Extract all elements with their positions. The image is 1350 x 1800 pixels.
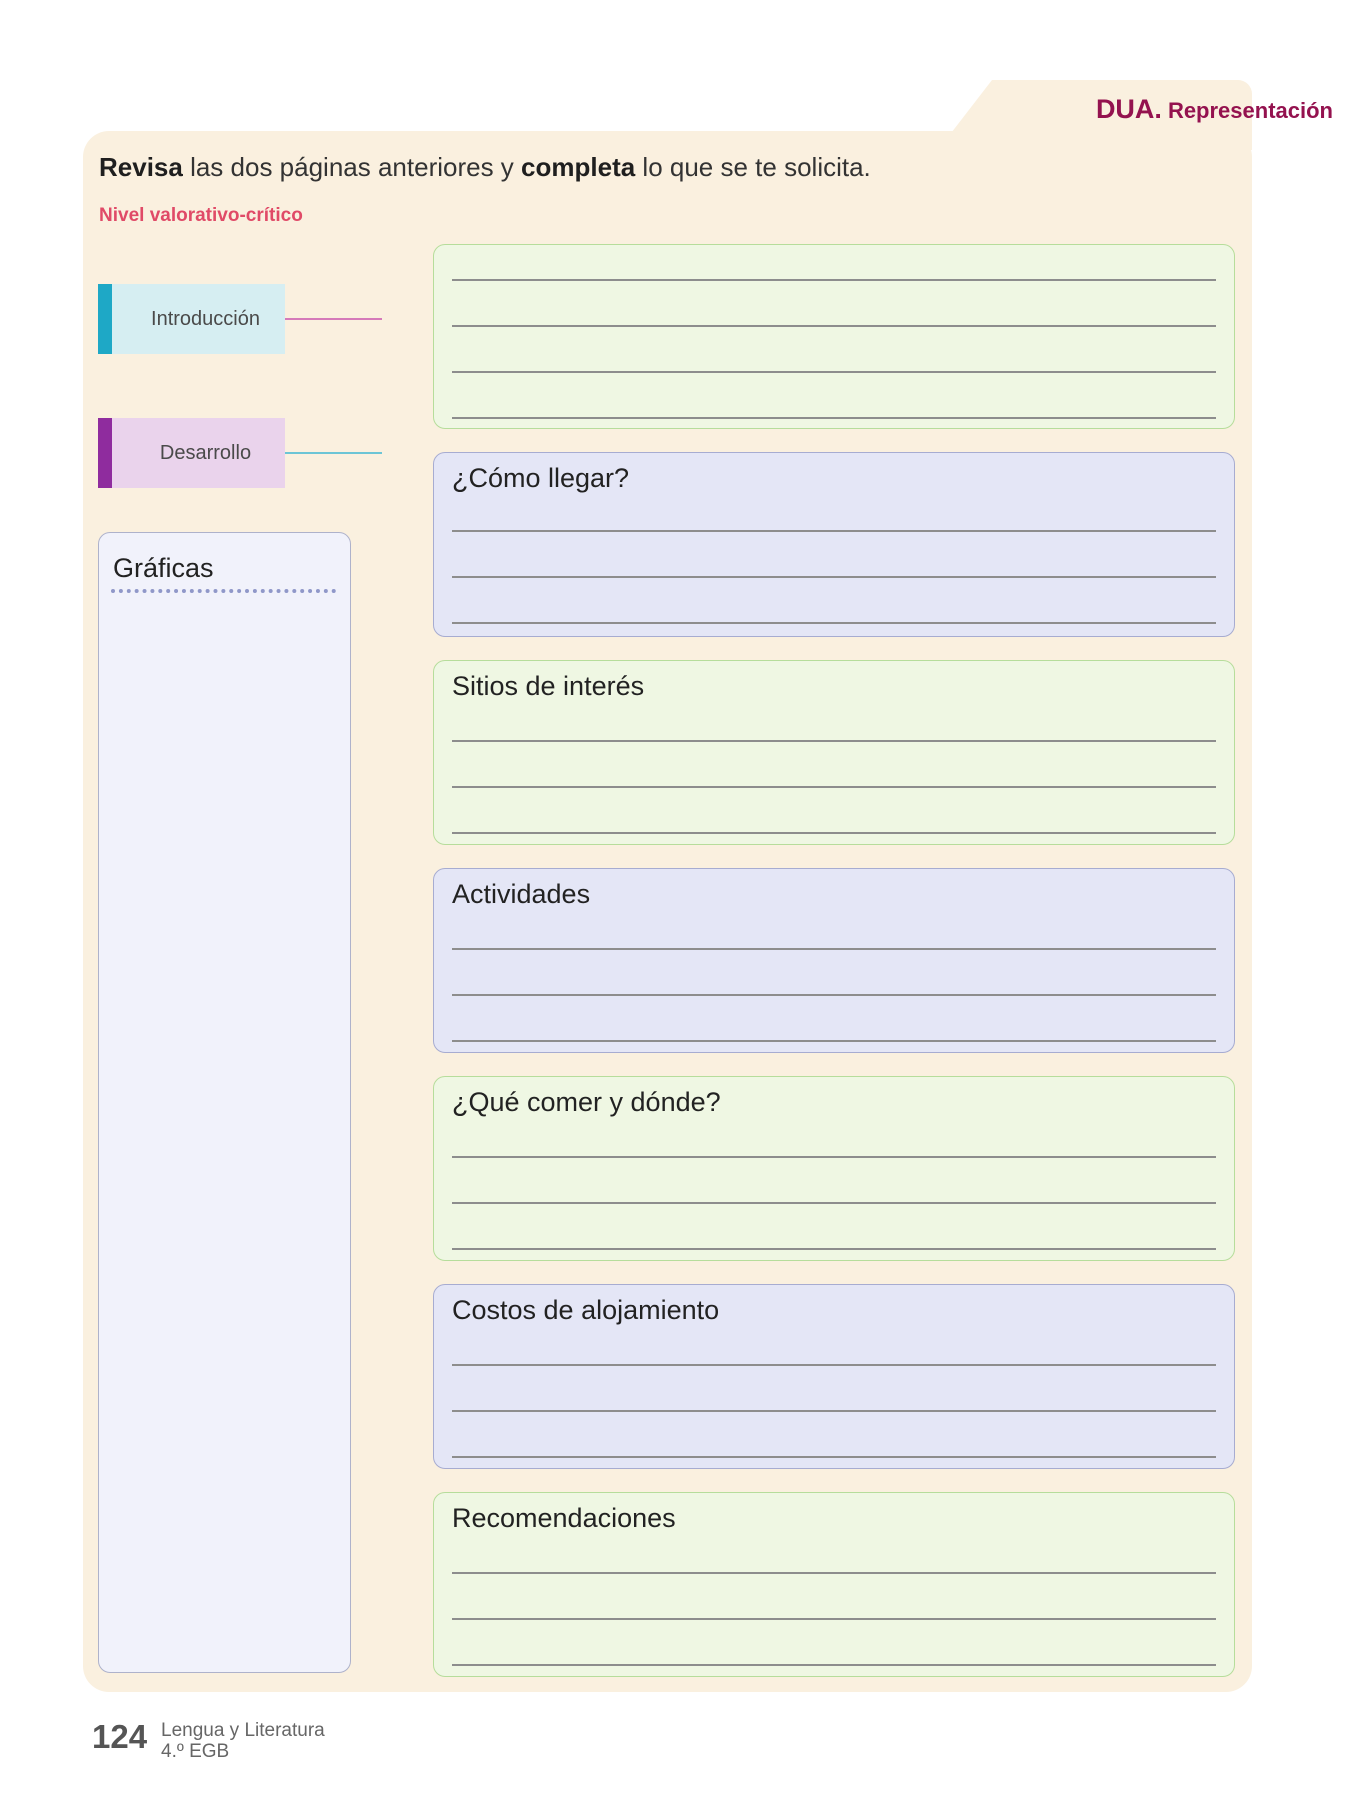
writing-line[interactable] [452,1618,1216,1620]
recomendaciones-title: Recomendaciones [452,1503,676,1533]
writing-line[interactable] [452,371,1216,373]
instruction-text-4: lo que se te solicita. [635,152,871,182]
writing-line[interactable] [452,325,1216,327]
writing-line[interactable] [452,1664,1216,1666]
writing-line[interactable] [452,994,1216,996]
como-llegar-box[interactable] [433,452,1235,637]
writing-line[interactable] [452,1410,1216,1412]
instruction-text [99,152,871,183]
writing-line[interactable] [452,530,1216,532]
writing-line[interactable] [452,740,1216,742]
writing-line[interactable] [452,1572,1216,1574]
development-tag: Desarrollo [98,418,285,488]
dua-badge-strong: DUA. [1095,94,1162,124]
dua-badge [1096,94,1333,125]
que-comer-title: ¿Qué comer y dónde? [452,1087,721,1117]
level-label: Nivel valorativo-crítico [99,205,303,226]
writing-line[interactable] [452,1248,1216,1250]
writing-line[interactable] [452,832,1216,834]
costos-alojamiento-box[interactable] [433,1284,1235,1469]
graphics-title: Gráficas [113,553,214,583]
writing-line[interactable] [452,1456,1216,1458]
writing-line[interactable] [452,279,1216,281]
writing-line[interactable] [452,1040,1216,1042]
writing-line[interactable] [452,622,1216,624]
dua-badge-light: Representación [1167,98,1333,123]
writing-line[interactable] [452,786,1216,788]
graphics-box[interactable] [98,532,351,1673]
footer-subject: Lengua y Literatura [161,1720,325,1741]
writing-line[interactable] [452,1202,1216,1204]
writing-line[interactable] [452,948,1216,950]
graphics-dotted-divider [111,589,336,593]
instruction-verb-1: Revisa [99,152,183,182]
intro-writing-box[interactable] [433,244,1235,429]
writing-line[interactable] [452,1364,1216,1366]
intro-tag: Introducción [98,284,285,354]
page-number: 124 [92,1718,148,1755]
que-comer-box[interactable] [433,1076,1235,1261]
actividades-box[interactable] [433,868,1235,1053]
development-connector [285,452,382,454]
instruction-text-2: las dos páginas anteriores y [182,152,522,182]
writing-line[interactable] [452,576,1216,578]
recomendaciones-box[interactable] [433,1492,1235,1677]
sitios-de-interes-box[interactable] [433,660,1235,845]
como-llegar-title: ¿Cómo llegar? [452,463,630,493]
writing-line[interactable] [452,1156,1216,1158]
sitios-de-interes-title: Sitios de interés [452,671,645,701]
instruction-verb-2: completa [521,152,636,182]
actividades-title: Actividades [452,879,591,909]
writing-line[interactable] [452,417,1216,419]
costos-alojamiento-title: Costos de alojamiento [452,1295,720,1325]
intro-connector [285,318,382,320]
footer-grade: 4.º EGB [161,1741,230,1762]
